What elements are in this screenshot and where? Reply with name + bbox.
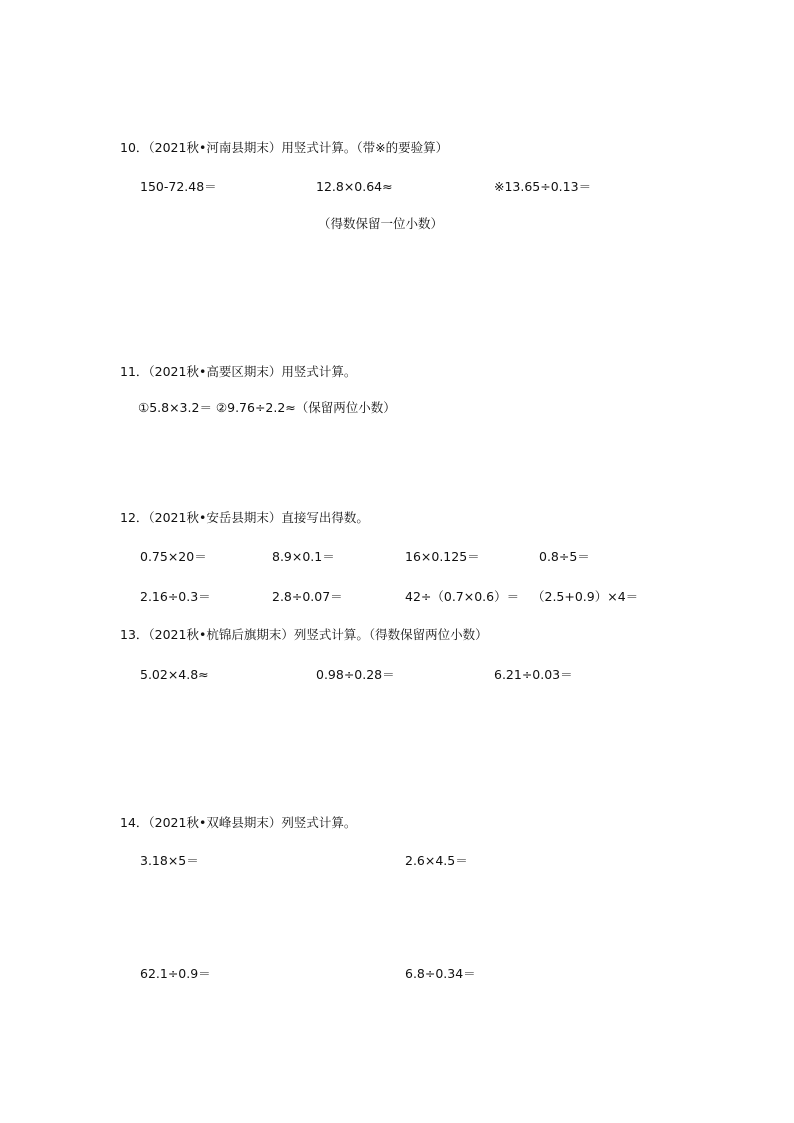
q14-item-4: 6.8÷0.34＝ [405, 966, 476, 981]
question-11-heading: 11．（2021秋•高要区期末）用竖式计算。 [120, 364, 357, 379]
q12-item-8: （2.5+0.9）×4＝ [532, 589, 639, 604]
q10-item-2: 12.8×0.64≈ [316, 179, 393, 194]
q10-item-3: ※13.65÷0.13＝ [494, 179, 592, 194]
question-13-heading: 13．（2021秋•杭锦后旗期末）列竖式计算。（得数保留两位小数） [120, 627, 488, 642]
q13-item-2: 0.98÷0.28＝ [316, 667, 395, 682]
question-14-heading: 14．（2021秋•双峰县期末）列竖式计算。 [120, 815, 357, 830]
q11-items: ①5.8×3.2＝ ②9.76÷2.2≈（保留两位小数） [138, 400, 396, 415]
q14-item-1: 3.18×5＝ [140, 853, 199, 868]
q10-item-1: 150-72.48＝ [140, 179, 217, 194]
q12-item-1: 0.75×20＝ [140, 549, 207, 564]
q10-note: （得数保留一位小数） [318, 216, 444, 231]
q12-item-5: 2.16÷0.3＝ [140, 589, 211, 604]
q14-item-3: 62.1÷0.9＝ [140, 966, 211, 981]
q13-item-1: 5.02×4.8≈ [140, 667, 209, 682]
q12-item-4: 0.8÷5＝ [539, 549, 590, 564]
q14-item-2: 2.6×4.5＝ [405, 853, 468, 868]
q12-item-6: 2.8÷0.07＝ [272, 589, 343, 604]
q12-item-3: 16×0.125＝ [405, 549, 480, 564]
q13-item-3: 6.21÷0.03＝ [494, 667, 573, 682]
q12-item-2: 8.9×0.1＝ [272, 549, 335, 564]
q12-item-7: 42÷（0.7×0.6）＝ [405, 589, 520, 604]
question-12-heading: 12．（2021秋•安岳县期末）直接写出得数。 [120, 510, 369, 525]
question-10-heading: 10．（2021秋•河南县期末）用竖式计算。（带※的要验算） [120, 140, 449, 155]
